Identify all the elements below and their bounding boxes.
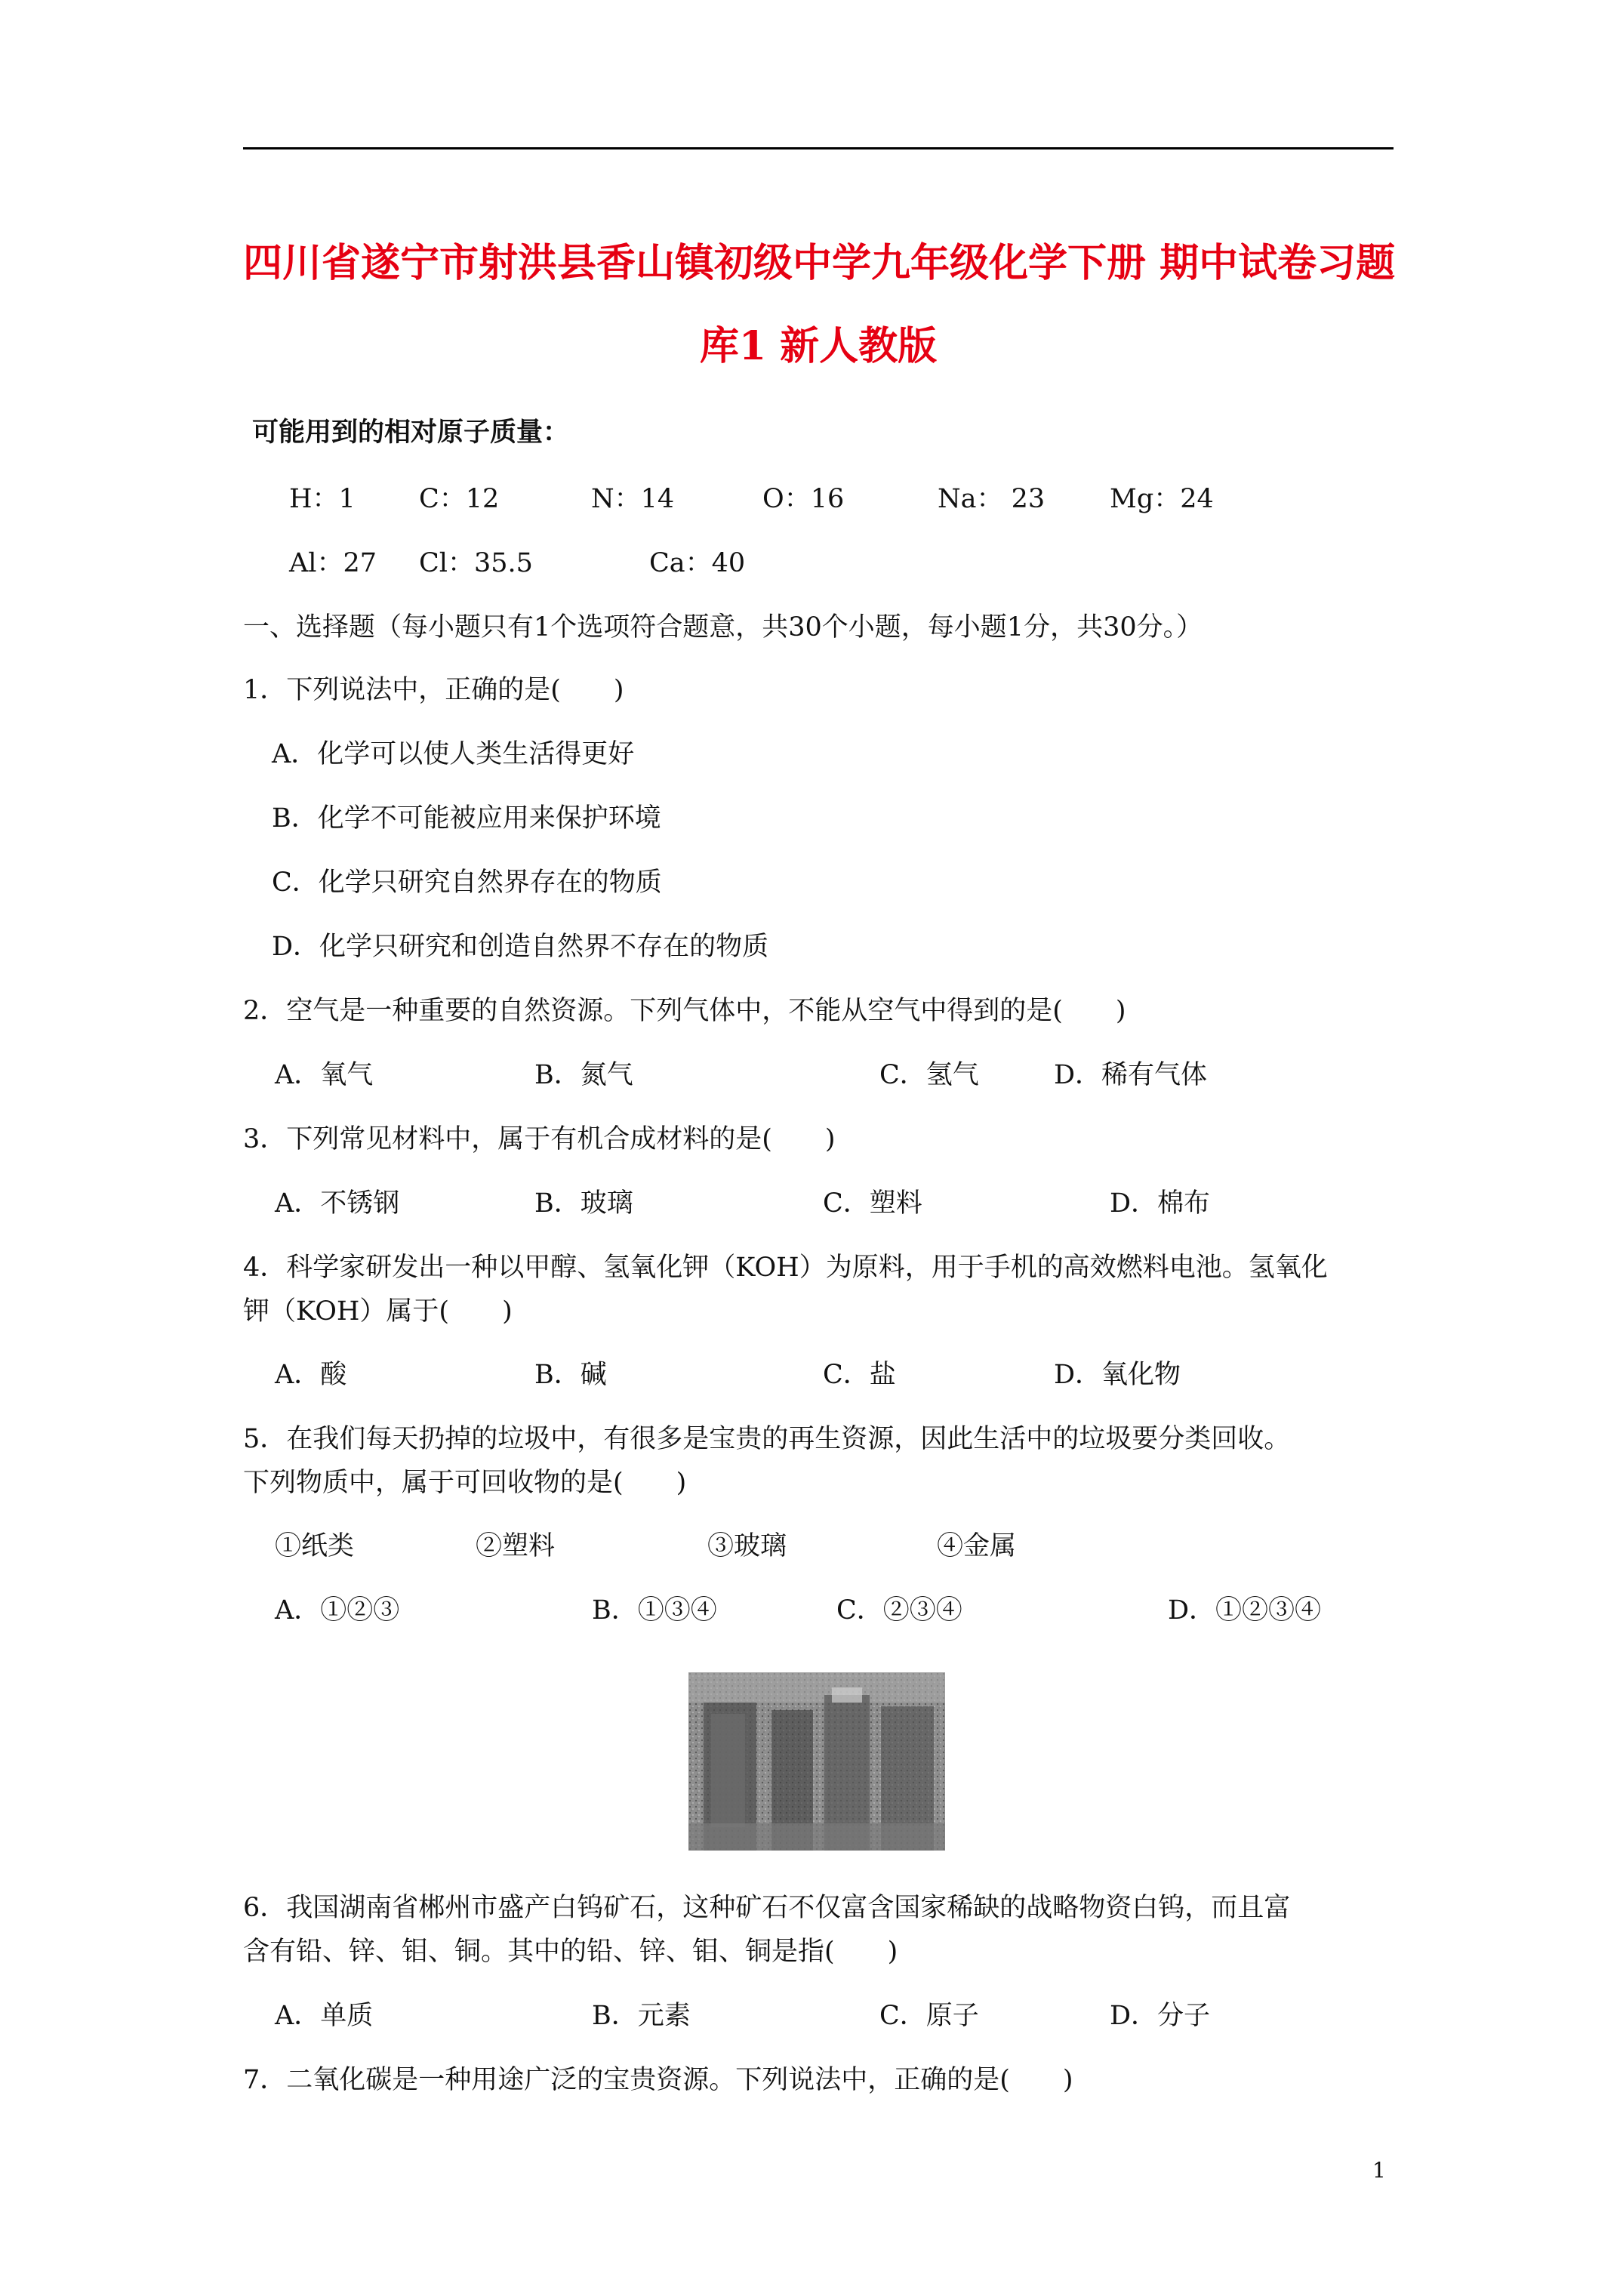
q3-option-d: D．棉布 — [1110, 1188, 1211, 1219]
question-4-line-1: 4．科学家研发出一种以甲醇、氢氧化钾（KOH）为原料，用于手机的高效燃料电池。氢氧化 — [243, 1253, 1328, 1283]
q5-item-4: ④金属 — [937, 1531, 1017, 1561]
atomic-mass-cl: Cl：35.5 — [419, 548, 533, 578]
q2-option-c: C．氢气 — [879, 1060, 979, 1090]
q4-option-b: B．碱 — [534, 1360, 607, 1390]
question-2: 2．空气是一种重要的自然资源。下列气体中，不能从空气中得到的是( ) — [243, 996, 1126, 1026]
atomic-mass-al: Al：27 — [289, 548, 377, 578]
page-number: 1 — [1372, 2158, 1386, 2183]
q3-option-b: B．玻璃 — [534, 1188, 633, 1219]
question-3: 3．下列常见材料中，属于有机合成材料的是( ) — [243, 1124, 836, 1154]
question-4-line-2: 钾（KOH）属于( ) — [243, 1296, 513, 1327]
atomic-mass-c: C：12 — [419, 484, 500, 514]
section-heading: 一、选择题（每小题只有1个选项符合题意，共30个小题，每小题1分，共30分。） — [243, 612, 1203, 643]
document-title-line-1: 四川省遂宁市射洪县香山镇初级中学九年级化学下册 期中试卷习题 — [243, 240, 1396, 286]
q1-option-c: C．化学只研究自然界存在的物质 — [272, 868, 662, 898]
ore-photo-drawing — [688, 1672, 945, 1851]
q4-option-c: C．盐 — [823, 1360, 896, 1390]
q1-option-b: B．化学不可能被应用来保护环境 — [272, 803, 661, 834]
q5-item-3: ③玻璃 — [707, 1531, 787, 1561]
ore-photo-image — [688, 1672, 945, 1851]
q6-option-c: C．原子 — [879, 2001, 979, 2031]
question-5-line-1: 5．在我们每天扔掉的垃圾中，有很多是宝贵的再生资源，因此生活中的垃圾要分类回收。 — [243, 1424, 1291, 1454]
q5-option-a: A．①②③ — [275, 1595, 400, 1626]
q1-option-a: A．化学可以使人类生活得更好 — [272, 739, 635, 769]
q4-option-a: A．酸 — [275, 1360, 347, 1390]
q6-option-a: A．单质 — [275, 2001, 374, 2031]
q1-option-d: D．化学只研究和创造自然界不存在的物质 — [272, 932, 769, 962]
atomic-mass-na: Na： 23 — [938, 484, 1046, 514]
q5-item-2: ②塑料 — [476, 1531, 556, 1561]
atomic-mass-o: O：16 — [762, 484, 845, 514]
document-title-line-2: 库1 新人教版 — [699, 323, 938, 369]
q3-option-c: C．塑料 — [823, 1188, 922, 1219]
question-1: 1．下列说法中，正确的是( ) — [243, 675, 624, 705]
atomic-mass-n: N：14 — [591, 484, 675, 514]
header-rule — [243, 147, 1394, 149]
atomic-mass-mg: Mg：24 — [1110, 484, 1214, 514]
q4-option-d: D．氧化物 — [1054, 1360, 1181, 1390]
question-7: 7．二氧化碳是一种用途广泛的宝贵资源。下列说法中，正确的是( ) — [243, 2065, 1073, 2095]
atomic-mass-ca: Ca：40 — [649, 548, 746, 578]
question-5-line-2: 下列物质中，属于可回收物的是( ) — [243, 1468, 687, 1498]
atomic-mass-h: H：1 — [289, 484, 356, 514]
q5-option-d: D．①②③④ — [1168, 1595, 1322, 1626]
q5-item-1: ①纸类 — [275, 1531, 355, 1561]
q2-option-d: D．稀有气体 — [1054, 1060, 1208, 1090]
q3-option-a: A．不锈钢 — [275, 1188, 400, 1219]
q2-option-a: A．氧气 — [275, 1060, 374, 1090]
q6-option-d: D．分子 — [1110, 2001, 1211, 2031]
q2-option-b: B．氮气 — [534, 1060, 633, 1090]
q6-option-b: B．元素 — [592, 2001, 691, 2031]
atomic-mass-heading: 可能用到的相对原子质量： — [252, 417, 570, 448]
question-6-line-1: 6．我国湖南省郴州市盛产白钨矿石，这种矿石不仅富含国家稀缺的战略物资白钨，而且富 — [243, 1893, 1291, 1923]
q5-option-b: B．①③④ — [592, 1595, 717, 1626]
question-6-line-2: 含有铅、锌、钼、铜。其中的铅、锌、钼、铜是指( ) — [243, 1937, 898, 1967]
q5-option-c: C．②③④ — [836, 1595, 962, 1626]
